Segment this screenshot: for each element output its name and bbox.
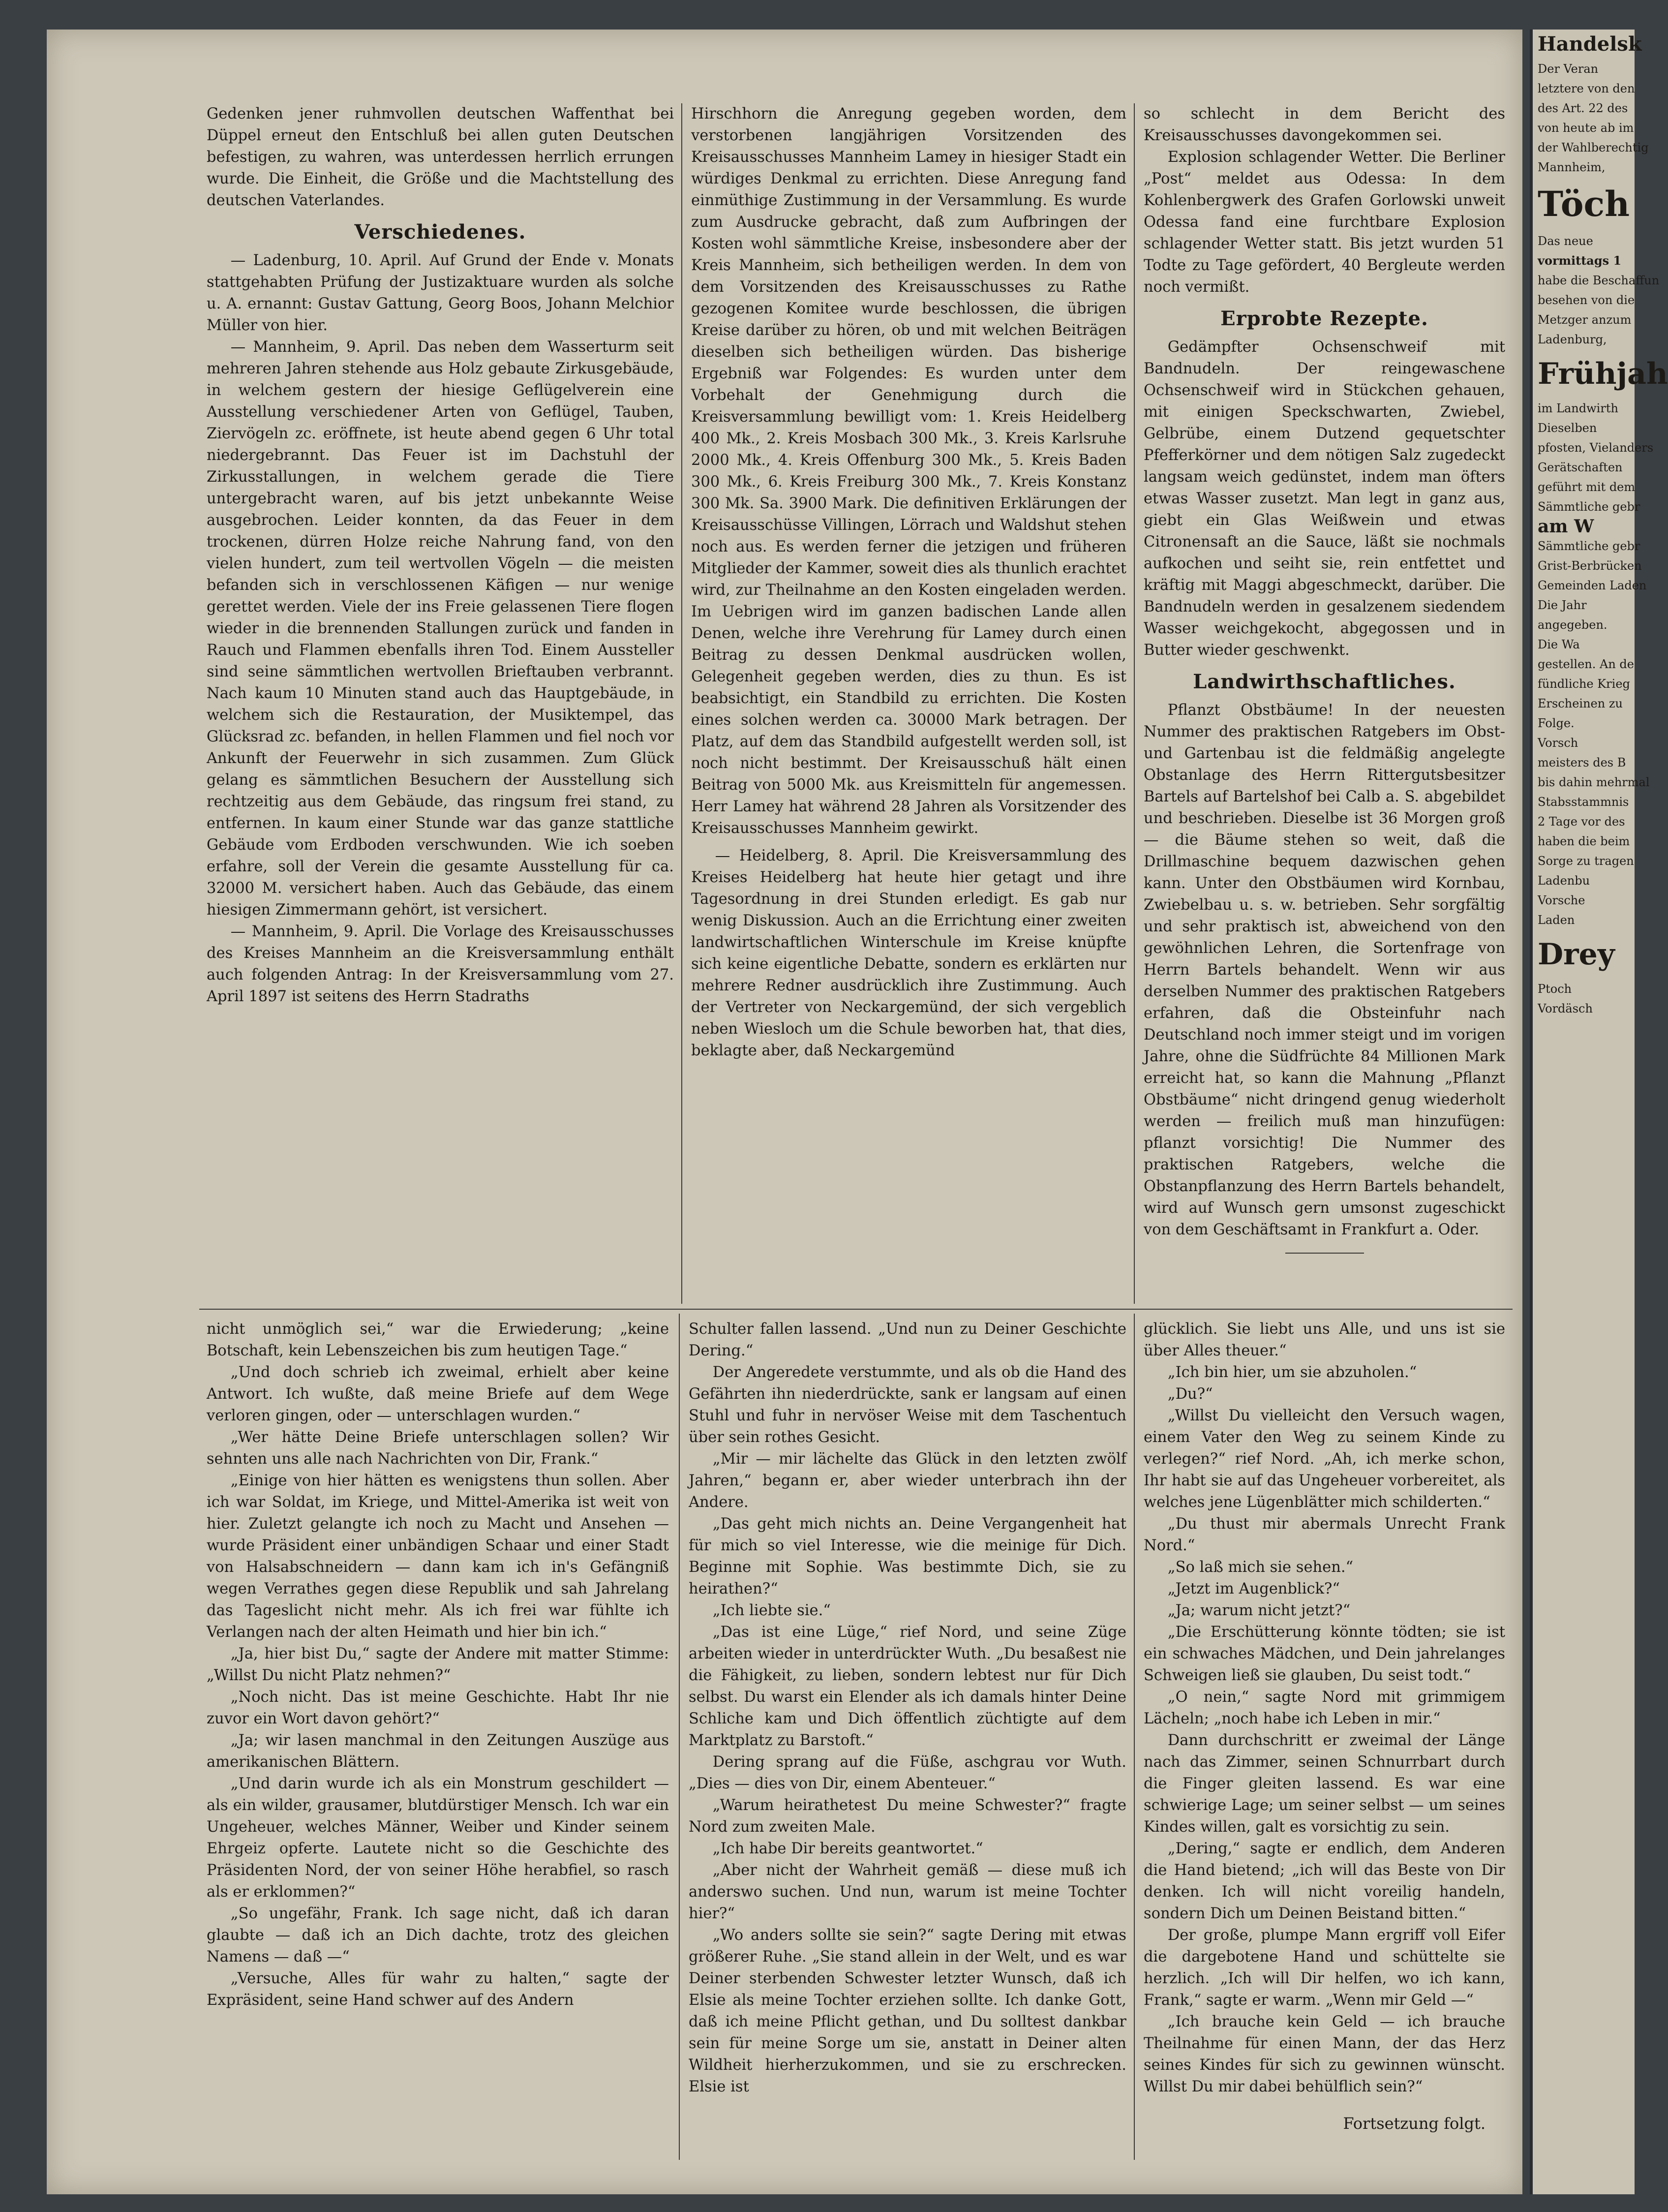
story-paragraph: „O nein,“ sagte Nord mit grimmigem Lächeln; „noch habe ich Leben in mir.“ [1144,1689,1505,1727]
column-divider [1134,1314,1135,2160]
continuation-note: Fortsetzung folgt. [1343,2114,1486,2133]
story-paragraph: „Du thust mir abermals Unrecht Frank Nord.“ [1144,1515,1505,1554]
story-paragraph: Der Angeredete verstummte, und als ob die Hand des Gefährten ihn niederdrückte, sank er langsam auf einen Stuhl und fuhr in nervöser Weise mit dem Taschentuch über sein rothes Gesicht. [689,1364,1126,1446]
column-divider [681,103,682,1304]
column-divider [679,1314,680,2160]
story-paragraph: „Jetzt im Augenblick?“ [1167,1580,1340,1598]
story-column-1 [207,1319,669,2011]
next-page-line: geführt mit dem [1538,480,1636,494]
story-paragraph: „Einige von hier hätten es wenigstens thun sollen. Aber ich war Soldat, im Kriege, und Mittel-Amerika ist weit von hier. Zuletzt gelangte ich noch zu Macht und Ansehen — wurde Präsident einer unbändigen Schaar und einer Stadt von Halsabschneidern — dann kam ich in's Gefängniß wegen Verrathes gegen diese Republik und sah Jahrelang das Tageslicht nicht mehr. Als ich frei war fühlte ich Verlangen nach der alten Heimath und hier bin ich.“ [207,1472,669,1641]
article-mannheim-kreis: — Mannheim, 9. April. Die Vorlage des Kreisausschusses des Kreises Mannheim an die Kreisversammlung enthält auch folgenden Antrag: In der Kreisversammlung vom 27. April 1897 ist seitens des Herrn Stadraths [207,923,674,1005]
article-obstbaeume: Pflanzt Obstbäume! In der neuesten Nummer des praktischen Ratgebers im Obst- und Gartenbau ist die feldmäßig angelegte Obstanlage des Herrn Rittergutsbesitzer Bartels auf Bartelshof bei Calb a. S. abgebildet und beschrieben. Dieselbe ist 36 Morgen groß — die Bäume stehen so weit, daß die Drillmaschine bequem dazwischen gehen kann. Unter den Obstbäumen wird Kornbau, Zwiebelbau u. s. w. betrieben. Sehr sorgfältig und sehr praktisch ist, abweichend von den gewöhnlichen Lehren, die Sortenfrage von Herrn Bartels behandelt. Wenn wir aus derselben Nummer des praktischen Ratgebers erfahren, daß die Obsteinfuhr nach Deutschland noch immer steigt und im vorigen Jahre, ohne die Südfrüchte 84 Millionen Mark erreicht hat, so kann die Mahnung „Pflanzt Obstbäume“ nicht dringend genug wiederholt werden — freilich muß man hinzufügen: pflanzt vorsichtig! Die Nummer des praktischen Ratgebers, welche die Obstanpflanzung des Herrn Bartels behandelt, wird auf Wunsch gern umsonst zugeschickt von dem Geschäftsamt in Frankfurt a. Oder. [1144,702,1505,1238]
next-page-line: Mannheim, [1538,160,1606,174]
next-page-line: Laden [1538,913,1575,927]
top-column-1 [207,103,674,1008]
next-page-line: Vorsche [1538,893,1585,907]
next-page-line: Ladenbu [1538,874,1590,888]
story-paragraph: „So laß mich sie sehen.“ [1167,1559,1354,1576]
story-paragraph: „Warum heirathetest Du meine Schwester?“ fragte Nord zum zweiten Male. [689,1797,1126,1836]
top-column-2 [691,103,1126,1062]
next-page-line: Erscheinen zu [1538,697,1623,710]
story-paragraph: „Das geht mich nichts an. Deine Vergangenheit hat für mich so viel Interesse, wie die meinige für Dich. Beginne mit Sophie. Was bestimmte Dich, sie zu heirathen?“ [689,1515,1126,1598]
next-page-line: Frühjah [1538,357,1668,391]
next-page-line: des Art. 22 des [1538,101,1628,115]
next-page-line: Dieselben [1538,421,1597,435]
story-paragraph: „Ja; warum nicht jetzt?“ [1167,1602,1351,1619]
next-page-line: Vordäsch [1538,1002,1593,1015]
story-paragraph: „Versuche, Alles für wahr zu halten,“ sagte der Expräsident, seine Hand schwer auf des Andern [207,1970,669,2009]
story-paragraph: „Ja; wir lasen manchmal in den Zeitungen Auszüge aus amerikanischen Blättern. [207,1732,669,1771]
article-ladenburg: — Ladenburg, 10. April. Auf Grund der Ende v. Monats stattgehabten Prüfung der Justizaktuare wurden als solche u. A. ernannt: Gustav Gattung, Georg Boos, Johann Melchior Müller von hier. [207,252,674,334]
recipe-ochsenschweif: Gedämpfter Ochsenschweif mit Bandnudeln. Der reingewaschene Ochsenschweif wird in Stückchen gehauen, mit einigen Speckschwarten, Zwiebel, Gelbrübe, einem Dutzend gequetschter Pfefferkörner und dem nötigen Salz zugedeckt langsam weich gedünstet, indem man öfters etwas Wasser zusetzt. Man legt in ganz aus, giebt ein Glas Weißwein und etwas Citronensaft an die Sauce, läßt sie nochmals aufkochen und seiht sie, rein entfettet und kräftig mit Maggi abgeschmeckt, darüber. Die Bandnudeln werden in gesalzenem siedendem Wasser weichgekocht, abgegossen und in Butter wieder geschwenkt. [1144,338,1505,659]
story-paragraph: glücklich. Sie liebt uns Alle, und uns ist sie über Alles theuer.“ [1144,1321,1505,1359]
story-paragraph: „Noch nicht. Das ist meine Geschichte. Habt Ihr nie zuvor ein Wort davon gehört?“ [207,1689,669,1727]
end-rule [1285,1253,1364,1254]
top-column-3 [1144,103,1505,1254]
adjacent-page-edge [1530,30,1668,2194]
next-page-line: meisters des B [1538,756,1626,769]
story-paragraph: „Die Erschütterung könnte tödten; sie ist ein schwaches Mädchen, und Dein jahrelanges Schweigen ließ sie glauben, Du seist todt.“ [1144,1624,1505,1684]
next-page-line: der Wahlberechtig [1538,141,1649,154]
next-page-line: Ptoch [1538,982,1572,996]
story-paragraph: „Dering,“ sagte er endlich, dem Anderen die Hand bietend; „ich will das Beste von Dir denken. Ich will nicht voreilig handeln, sondern Dich um Deinen Beistand bitten.“ [1144,1840,1505,1922]
next-page-line: Drey [1538,937,1615,972]
story-paragraph: „Ich liebte sie.“ [712,1602,831,1619]
section-heading-verschiedenes: Verschiedenes. [354,220,526,244]
next-page-line: Das neue [1538,234,1593,248]
story-paragraph: „Ja, hier bist Du,“ sagte der Andere mit matter Stimme: „Willst Du nicht Platz nehmen?“ [207,1645,669,1684]
story-paragraph: „Aber nicht der Wahrheit gemäß — diese muß ich anderswo suchen. Und nun, warum ist meine Tochter hier?“ [689,1862,1126,1922]
next-page-line: habe die Beschaffun [1538,274,1660,287]
story-paragraph: Schulter fallen lassend. „Und nun zu Deiner Geschichte Dering.“ [689,1321,1126,1359]
newspaper-page [47,30,1522,2194]
section-heading-rezepte: Erprobte Rezepte. [1220,307,1428,330]
next-page-line: Die Wa [1538,638,1580,651]
next-page-line: letztere von den [1538,82,1635,95]
next-page-line: Gemeinden Laden [1538,579,1647,592]
next-page-line: Folge. [1538,716,1575,730]
next-page-line: Der Veran [1538,62,1599,76]
story-paragraph: „Und doch schrieb ich zweimal, erhielt aber keine Antwort. Ich wußte, daß meine Briefe auf dem Wege verloren gingen, oder — unterschlagen wurden.“ [207,1364,669,1424]
next-page-line: angegeben. [1538,618,1607,632]
story-paragraph: „Wer hätte Deine Briefe unterschlagen sollen? Wir sehnten uns alle nach Nachrichten von Dir, Frank.“ [207,1429,669,1468]
next-page-line: haben die beim [1538,834,1630,848]
next-page-line: Sämmtliche gebr [1538,500,1640,514]
article-kreisausschuss-end: so schlecht in dem Bericht des Kreisausschusses davongekommen sei. [1144,105,1505,144]
next-page-line: Grist-Berbrücken [1538,559,1642,573]
next-page-line: vormittags 1 [1538,253,1622,268]
next-page-line: gestellen. An de [1538,657,1634,671]
article-lamey-denkmal: Hirschhorn die Anregung gegeben worden, dem verstorbenen langjährigen Vorsitzenden des Kreisausschusses Mannheim Lamey in hiesiger Stadt ein würdiges Denkmal zu errichten. Diese Anregung fand einmüthige Zustimmung in der Versammlung. Es wurde zum Ausdrucke gebracht, daß zum Aufbringen der Kosten wohl sämmtliche Kreise, insbesondere aber der Kreis Mannheim, sich betheiligen werden. In dem von dem Vorsitzenden des Kreisausschusses zu Rathe gezogenen Komitee wurde beschlossen, die übrigen Kreise darüber zu hören, ob und mit welchen Beiträgen dieselben sich betheiligen würden. Das bisherige Ergebniß war Folgendes: Es wurden unter dem Vorbehalt der Genehmigung durch die Kreisversammlung bewilligt vom: 1. Kreis Heidelberg 400 Mk., 2. Kreis Mosbach 300 Mk., 3. Kreis Karlsruhe 2000 Mk., 4. Kreis Offenburg 300 Mk., 5. Kreis Baden 300 Mk., 6. Kreis Freiburg 300 Mk., 7. Kreis Konstanz 300 Mk. Sa. 3900 Mark. Die definitiven Erklärungen der Kreisausschüsse Villingen, Lörrach und Waldshut stehen noch aus. Es werden ferner die jetzigen und früheren Mitglieder der Kammer, soweit dies als thunlich erachtet wird, zur Theilnahme an den Kosten eingeladen werden. Im Uebrigen wird im ganzen badischen Lande allen Denen, welche ihre Verehrung für Lamey durch einen Beitrag zu dessen Denkmal ausdrücken wollen, Gelegenheit gegeben werden, dies zu thun. Es ist beabsichtigt, ein Standbild zu errichten. Die Kosten eines solchen werden ca. 30000 Mark betragen. Der Platz, auf dem das Standbild aufgestellt werden soll, ist noch nicht bestimmt. Der Kreisausschuß hält einen Beitrag von 5000 Mk. aus Kreismitteln für angemessen. Herr Lamey hat während 28 Jahren als Vorsitzender des Kreisausschusses Mannheim gewirkt. [691,105,1126,837]
next-page-line: von heute ab im [1538,121,1634,135]
next-page-line: Metzger anzum [1538,313,1632,327]
next-page-line: Sämmtliche gebr [1538,539,1640,553]
next-page-line: Handelsk [1538,32,1642,56]
next-page-line: 2 Tage vor des [1538,815,1625,829]
horizontal-divider [199,1309,1513,1310]
story-column-2 [689,1319,1126,2098]
next-page-line: Ladenburg, [1538,333,1607,346]
next-page-line: Vorsch [1538,736,1578,750]
article-heidelberg: — Heidelberg, 8. April. Die Kreisversammlung des Kreises Heidelberg hat heute hier getagt und ihre Tagesordnung in drei Stunden erledigt. Es gab nur wenig Diskussion. Auch an die Errichtung einer zweiten landwirtschaftlichen Winterschule im Kreise knüpfte sich keine eigentliche Debatte, sondern es erklärten nur mehrere Redner ausdrücklich ihre Zustimmung. Auch der Vertreter von Neckargemünd, der sich vergeblich neben Wiesloch um die Schule beworben hat, that dies, beklagte aber, daß Neckargemünd [691,847,1126,1059]
story-paragraph: „Ich bin hier, um sie abzuholen.“ [1167,1364,1417,1381]
story-paragraph: „So ungefähr, Frank. Ich sage nicht, daß ich daran glaubte — daß ich an Dich dachte, trotz des gleichen Namens — daß —“ [207,1905,669,1966]
story-paragraph: „Ich habe Dir bereits geantwortet.“ [712,1840,983,1857]
next-page-line: bis dahin mehrmal [1538,775,1650,789]
story-paragraph: Dann durchschritt er zweimal der Länge nach das Zimmer, seinen Schnurrbart durch die Finger gleiten lassend. Es war eine schwierige Lage; um seiner selbst — um seines Kindes willen, galt es vorsichtig zu sein. [1144,1732,1505,1836]
section-heading-landwirthschaftliches: Landwirthschaftliches. [1193,670,1456,693]
next-page-line: fündliche Krieg [1538,677,1630,691]
next-page-line: pfosten, Vielanders [1538,441,1654,455]
story-paragraph: Dering sprang auf die Füße, aschgrau vor Wuth. „Dies — dies von Dir, einem Abenteuer.“ [689,1753,1126,1792]
next-page-line: am W [1538,516,1594,537]
story-paragraph: „Du?“ [1167,1385,1213,1403]
article-intro: Gedenken jener ruhmvollen deutschen Waffenthat bei Düppel erneut den Entschluß bei allen guten Deutschen befestigen, zu wahren, was unterdessen herrlich errungen wurde. Die Einheit, die Größe und die Machtstellung des deutschen Vaterlandes. [207,105,674,209]
article-mannheim-fire: — Mannheim, 9. April. Das neben dem Wasserturm seit mehreren Jahren stehende aus Holz gebaute Zirkusgebäude, in welchem gestern der hiesige Geflügelverein eine Ausstellung verschiedener Arten von Geflügel, Tauben, Ziervögeln zc. eröffnete, ist heute abend gegen 6 Uhr total niedergebrannt. Das Feuer ist im Dachstuhl der Zirkusstallungen, in welchem gerade die Tiere untergebracht waren, auf bis jetzt unbekannte Weise ausgebrochen. Leider konnten, da das Feuer in dem trockenen, dürren Holze reiche Nahrung fand, von den vielen hundert, zum teil wertvollen Vögeln — die meisten befanden sich in verschlossenen Käfigen — nur wenige gerettet werden. Viele der ins Freie gelassenen Tiere flogen wieder in die brennenden Stallungen zurück und fanden in Rauch und Flammen ebenfalls ihren Tod. Einem Aussteller sind seine sämmtlichen wertvollen Brieftauben verbrannt. Nach kaum 10 Minuten stand auch das Hauptgebäude, in welchem sich die Restauration, der Musiktempel, das Glücksrad zc. befanden, in hellen Flammen und fiel noch vor Ankunft der Feuerwehr in sich zusammen. Zum Glück gelang es sämmtlichen Besuchern der Ausstellung sich rechtzeitig aus dem Gebäude, das ringsum frei stand, zu entfernen. In kaum einer Stunde war das ganze stattliche Gebäude vom Erdboden verschwunden. Wie ich soeben erfahre, soll der Verein die gesamte Ausstellung für ca. 32000 M. versichert haben. Auch das Gebäude, das einem hiesigen Zimmermann gehört, ist versichert. [207,338,674,919]
story-paragraph: Der große, plumpe Mann ergriff voll Eifer die dargebotene Hand und schüttelte sie herzlich. „Ich will Dir helfen, wo ich kann, Frank,“ sagte er warm. „Wenn mir Geld —“ [1144,1927,1505,2009]
next-page-line: Stabsstammnis [1538,795,1629,809]
next-page-line: Sorge zu tragen [1538,854,1634,868]
story-paragraph: „Das ist eine Lüge,“ rief Nord, und seine Züge arbeiten wieder in unterdrückter Wuth. „Du besaßest nie die Fähigkeit, zu lieben, sondern lebtest nur für Dich selbst. Du warst ein Elender als ich damals hinter Deine Schliche kam und Dich öffentlich züchtigte auf dem Marktplatz zu Barstoft.“ [689,1624,1126,1749]
article-explosion: Explosion schlagender Wetter. Die Berliner „Post“ meldet aus Odessa: In dem Kohlenbergwerk des Grafen Gorlowski unweit Odessa fand eine furchtbare Explosion schlagender Wetter statt. Bis jetzt wurden 51 Todte zu Tage gefördert, 40 Bergleute werden noch vermißt. [1144,149,1505,296]
story-paragraph: „Mir — mir lächelte das Glück in den letzten zwölf Jahren,“ begann er, aber wieder unterbrach ihn der Andere. [689,1450,1126,1511]
story-column-3 [1144,1319,1505,2134]
next-page-line: im Landwirth [1538,401,1618,415]
next-page-line: Gerätschaften [1538,461,1623,474]
story-paragraph: „Und darin wurde ich als ein Monstrum geschildert — als ein wilder, grausamer, blutdürstiger Mensch. Ich war ein Ungeheuer, welches Männer, Weiber und Kinder seinem Ehrgeiz opferte. Lautete nicht so die Geschichte des Präsidenten Nord, der von seiner Höhe herabfiel, so rasch als er erklommen?“ [207,1775,669,1901]
story-paragraph: „Wo anders sollte sie sein?“ sagte Dering mit etwas größerer Ruhe. „Sie stand allein in der Welt, und es war Deiner sterbenden Schwester letzter Wunsch, daß ich Elsie als meine Tochter erziehen sollte. Ich danke Gott, daß ich meine Pflicht gethan, und Du solltest dankbar sein für meine Sorge um sie, anstatt in Deiner alten Wildheit hierherzukommen, und sie zu erschrecken. Elsie ist [689,1927,1126,2095]
story-paragraph: „Ich brauche kein Geld — ich brauche Theilnahme für einen Mann, der das Herz seines Kindes für sich zu gewinnen wünscht. Willst Du mir dabei behülflich sein?“ [1144,2013,1505,2095]
next-page-line: Die Jahr [1538,598,1587,612]
column-divider [1134,103,1135,1304]
story-paragraph: nicht unmöglich sei,“ war die Erwiederung; „keine Botschaft, kein Lebenszeichen bis zum heutigen Tage.“ [207,1321,669,1359]
story-paragraph: „Willst Du vielleicht den Versuch wagen, einem Vater den Weg zu seinem Kinde zu verlegen?“ rief Nord. „Ah, ich merke schon, Ihr habt sie auf das Ungeheuer vorbereitet, als welches jene Lügenblätter mich schilderten.“ [1144,1407,1505,1511]
next-page-line: besehen von die [1538,293,1635,307]
next-page-line: Töch [1538,184,1630,224]
